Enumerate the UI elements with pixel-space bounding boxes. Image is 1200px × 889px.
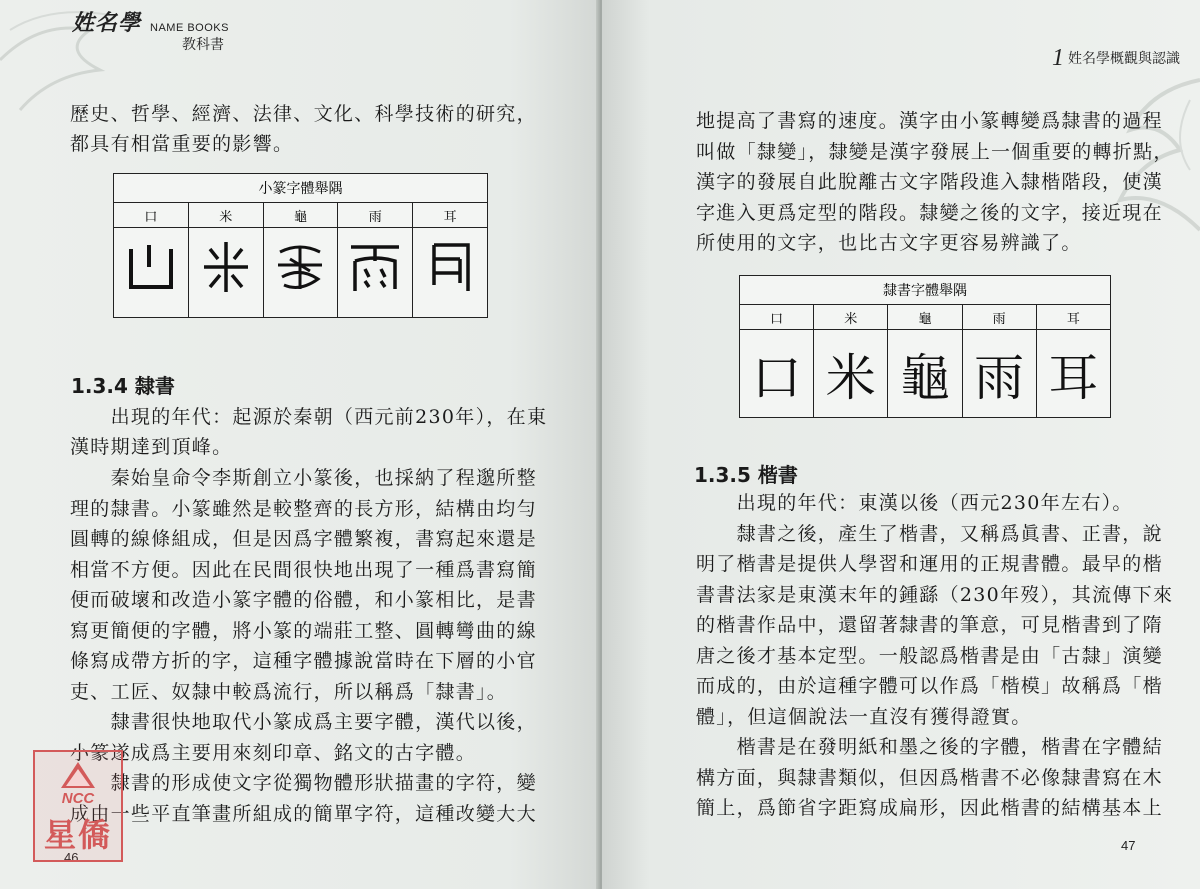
- text-line: 圓轉的線條組成，但是因爲字體繁複，書寫起來還是: [70, 528, 537, 550]
- text-line: 隸書之後，產生了楷書，又稱爲眞書、正書，說: [696, 523, 1163, 545]
- chapter-number: 1: [1052, 44, 1064, 71]
- text-line: 而成的，由於這種字體可以作爲「楷模」故稱爲「楷: [696, 675, 1163, 697]
- text-line: 地提高了書寫的速度。漢字由小篆轉變爲隸書的過程: [696, 110, 1163, 132]
- section-heading-lishu: 1.3.4 隸書: [71, 374, 175, 398]
- char-label: 耳: [413, 203, 488, 228]
- seal-script-table: [113, 173, 488, 318]
- text-line: 漢時期達到頂峰。: [70, 436, 233, 458]
- ncc-stamp-logo: [33, 750, 123, 862]
- text-line: 出現的年代：東漢以後（西元230年左右）。: [696, 492, 1133, 514]
- brand-english: NAME BOOKS: [150, 22, 229, 34]
- clerical-glyph: 耳: [1036, 330, 1110, 418]
- seal-glyph-kou: [114, 228, 189, 318]
- char-label: 耳: [1036, 305, 1110, 330]
- seal-gui-icon: [270, 237, 330, 297]
- right-page: [602, 0, 1200, 889]
- clerical-glyph: 米: [814, 330, 888, 418]
- text-line: 書書法家是東漢末年的鍾繇（230年歿），其流傳下來: [696, 584, 1174, 606]
- text-line: 所使用的文字，也比古文字更容易辨識了。: [696, 232, 1082, 254]
- brand-script: 姓名學: [72, 10, 142, 36]
- seal-kou-icon: [121, 237, 181, 297]
- seal-glyph-er: [413, 228, 488, 318]
- text-line: 字進入更爲定型的階段。隸變之後的文字，接近現在: [696, 202, 1163, 224]
- section-heading-kaishu: 1.3.5 楷書: [694, 463, 798, 487]
- book-brand: [72, 6, 272, 53]
- text-line: 歷史、哲學、經濟、法律、文化、科學技術的研究，: [70, 103, 537, 125]
- seal-mi-icon: [196, 237, 256, 297]
- text-line: 成由一些平直筆畫所組成的簡單字符，這種改變大大: [70, 803, 537, 825]
- text-line: 明了楷書是提供人學習和運用的正規書體。最早的楷: [696, 553, 1163, 575]
- text-line: 秦始皇命令李斯創立小篆後，也採納了程邈所整: [70, 467, 537, 489]
- clerical-glyph: 龜: [888, 330, 962, 418]
- table-title: 隸書字體舉隅: [740, 276, 1111, 305]
- stamp-chinese: 星僑: [43, 816, 112, 854]
- text-line: 簡上，爲節省字距寫成扁形，因此楷書的結構基本上: [696, 797, 1163, 819]
- text-line: 漢字的發展自此脫離古文字階段進入隸楷階段，使漢: [696, 171, 1163, 193]
- text-line: 體」，但這個說法一直沒有獲得證實。: [696, 706, 1032, 728]
- page-number-left: 46: [64, 850, 79, 865]
- seal-glyph-yu: [338, 228, 413, 318]
- seal-glyph-gui: [263, 228, 338, 318]
- char-label: 雨: [962, 305, 1036, 330]
- text-line: 唐之後才基本定型。一般認爲楷書是由「古隸」演變: [696, 645, 1163, 667]
- text-line: 楷書是在發明紙和墨之後的字體，楷書在字體結: [696, 736, 1163, 758]
- text-line: 隸書的形成使文字從獨物體形狀描畫的字符，變: [70, 772, 537, 794]
- text-line: 出現的年代：起源於秦朝（西元前230年），在東: [70, 406, 548, 428]
- stamp-text: NCC: [61, 790, 95, 807]
- text-line: 相當不方便。因此在民間很快地出現了一種爲書寫簡: [70, 559, 537, 581]
- seal-glyph-mi: [188, 228, 263, 318]
- text-line: 吏、工匠、奴隸中較爲流行，所以稱爲「隸書」。: [70, 681, 508, 703]
- seal-er-icon: [420, 237, 480, 297]
- text-line: 小篆遂成爲主要用來刻印章、銘文的古字體。: [70, 742, 477, 764]
- char-label: 雨: [338, 203, 413, 228]
- brand-subtitle: 教科書: [182, 37, 224, 53]
- char-label: 米: [814, 305, 888, 330]
- char-label: 米: [188, 203, 263, 228]
- chapter-title: 姓名學概觀與認識: [1068, 51, 1180, 67]
- text-line: 條寫成帶方折的字，這種字體據說當時在下層的小官: [70, 650, 537, 672]
- char-label: 口: [114, 203, 189, 228]
- clerical-script-table: [739, 275, 1111, 418]
- text-line: 理的隸書。小篆雖然是較整齊的長方形，結構由均勻: [70, 498, 537, 520]
- seal-yu-icon: [345, 237, 405, 297]
- text-line: 隸書很快地取代小篆成爲主要字體，漢代以後，: [70, 711, 537, 733]
- clerical-glyph: 口: [740, 330, 814, 418]
- text-line: 叫做「隸變」，隸變是漢字發展上一個重要的轉折點，: [696, 141, 1174, 163]
- chapter-header: [1052, 46, 1180, 70]
- table-title: 小篆字體舉隅: [114, 174, 488, 203]
- char-label: 龜: [263, 203, 338, 228]
- char-label: 龜: [888, 305, 962, 330]
- text-line: 都具有相當重要的影響。: [70, 133, 294, 155]
- page-number-right: 47: [1121, 838, 1136, 853]
- text-line: 構方面，與隸書類似，但因爲楷書不必像隸書寫在木: [696, 767, 1163, 789]
- text-line: 便而破壞和改造小篆字體的俗體，和小篆相比，是書: [70, 589, 537, 611]
- text-line: 寫更簡便的字體，將小篆的端莊工整、圓轉彎曲的線: [70, 620, 537, 642]
- char-label: 口: [740, 305, 814, 330]
- text-line: 的楷書作品中，還留著隸書的筆意，可見楷書到了隋: [696, 614, 1163, 636]
- clerical-glyph: 雨: [962, 330, 1036, 418]
